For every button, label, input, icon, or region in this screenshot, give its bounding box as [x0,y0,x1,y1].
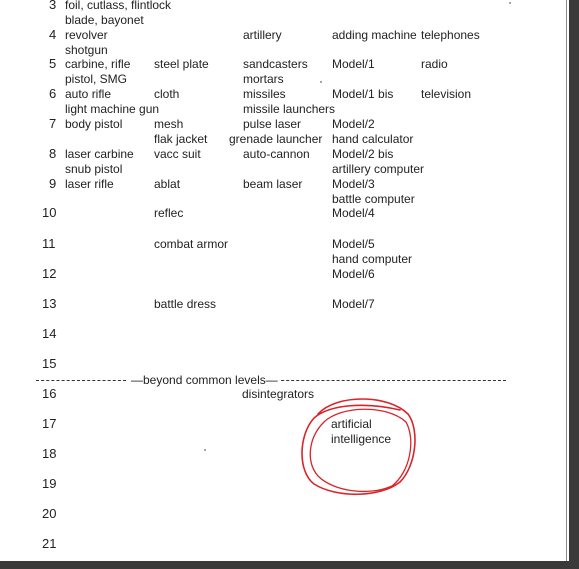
level-6: 6 [49,86,57,101]
weapon-entry: pistol, SMG [65,72,128,86]
level-4: 4 [49,27,57,42]
heavy-weapon-entry: disintegrators [242,387,315,401]
armor-entry: ablat [154,177,181,191]
weapon-entry: laser rifle [65,177,114,191]
heavy-weapon-entry: pulse laser [243,117,302,131]
armor-entry: reflec [154,206,184,220]
weapon-entry: laser carbine [65,147,134,161]
level-11: 11 [42,236,56,251]
computer-entry: artillery computer [332,162,425,176]
comms-entry: telephones [421,28,480,42]
heavy-weapon-entry: sandcasters [243,57,308,71]
level-19: 19 [42,476,57,491]
level-8: 8 [49,146,57,161]
weapon-entry: shotgun [65,43,108,57]
armor-entry: flak jacket [154,132,208,146]
comms-entry: radio [421,57,448,71]
computer-entry: artificial [331,417,372,431]
armor-entry: battle dress [154,297,217,311]
computer-entry: Model/4 [332,206,375,220]
level-5: 5 [49,56,57,71]
weapon-entry: foil, cutlass, flintlock [65,0,172,12]
level-10: 10 [42,205,57,220]
weapon-entry: light machine gun [65,102,160,116]
armor-entry: mesh [154,117,184,131]
weapon-entry: body pistol [65,117,123,131]
computer-entry: Model/6 [332,267,375,281]
level-18: 18 [42,446,57,461]
weapon-entry: snub pistol [65,162,123,176]
comms-entry: television [421,87,472,101]
heavy-weapon-entry: grenade launcher [229,132,323,146]
weapon-entry: auto rifle [65,87,112,101]
computer-entry: battle computer [332,192,415,206]
level-7: 7 [49,116,57,131]
heavy-weapon-entry: missile launchers [243,102,336,116]
heavy-weapon-entry: mortars [243,72,284,86]
weapon-entry: revolver [65,28,108,42]
heavy-weapon-entry: artillery [243,28,282,42]
computer-entry: Model/1 [332,57,375,71]
heavy-weapon-entry: beam laser [243,177,303,191]
level-13: 13 [42,296,57,311]
level-9: 9 [49,176,57,191]
separator-dash-right [266,380,506,381]
armor-entry: steel plate [154,57,209,71]
level-14: 14 [42,326,57,341]
level-12: 12 [42,266,57,281]
computer-entry: Model/2 bis [332,147,394,161]
heavy-weapon-entry: missiles [243,87,286,101]
computer-entry: Model/1 bis [332,87,394,101]
computer-entry: intelligence [331,432,392,446]
red-circle-annotation-icon [296,392,420,500]
level-3: 3 [49,0,57,12]
computer-entry: Model/3 [332,177,375,191]
computer-entry: adding machine [332,28,417,42]
viewer-edge-rule [566,0,567,561]
armor-entry: cloth [154,87,180,101]
weapon-entry: carbine, rifle [65,57,131,71]
beyond-common-levels-separator [36,373,506,387]
level-17: 17 [42,416,57,431]
computer-entry: Model/5 [332,237,375,251]
computer-entry: Model/2 [332,117,375,131]
level-21: 21 [42,536,57,551]
armor-entry: combat armor [154,237,229,251]
separator-label: —beyond common levels— [131,373,278,387]
level-20: 20 [42,506,57,521]
viewer-right-frame [569,0,579,569]
computer-entry: Model/7 [332,297,375,311]
heavy-weapon-entry: auto-cannon [243,147,310,161]
weapon-entry: blade, bayonet [65,13,144,27]
computer-entry: hand computer [332,252,413,266]
viewer-bottom-frame [0,561,579,569]
level-16: 16 [42,386,57,401]
armor-entry: vacc suit [154,147,201,161]
level-15: 15 [42,356,57,371]
separator-dash-left [36,380,126,381]
computer-entry: hand calculator [332,132,414,146]
